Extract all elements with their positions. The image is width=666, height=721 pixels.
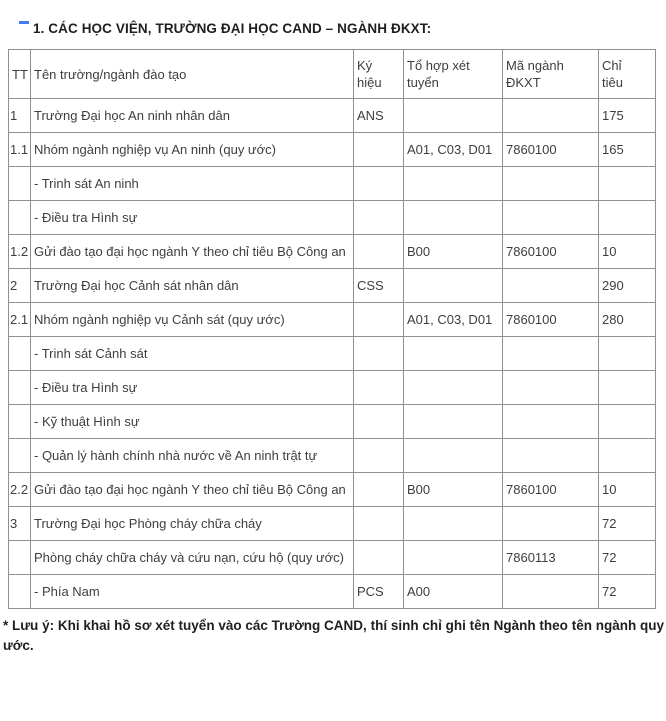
cell-name: Gửi đào tạo đại học ngành Y theo chỉ tiêu Bộ Công an [31,235,354,269]
cell-quota: 72 [599,541,656,575]
cell-name: Nhóm ngành nghiệp vụ An ninh (quy ước) [31,133,354,167]
table-row [9,99,656,133]
cell-quota: 165 [599,133,656,167]
cell-name: Phòng cháy chữa cháy và cứu nạn, cứu hộ (quy ước) [31,541,354,575]
cell-combination: A01, C03, D01 [404,133,503,167]
cell-tt [9,405,31,439]
cell-symbol [354,133,404,167]
cell-name: - Điều tra Hình sự [31,371,354,405]
cell-quota: 10 [599,235,656,269]
cell-name: Trường Đại học An ninh nhân dân [31,99,354,133]
page-title: 1. CÁC HỌC VIỆN, TRƯỜNG ĐẠI HỌC CAND – NGÀNH ĐKXT: [33,21,432,36]
table-row [9,235,656,269]
cell-name: - Quản lý hành chính nhà nước về An ninh trật tự [31,439,354,473]
document-page [0,21,666,657]
table-row [9,507,656,541]
cell-combination [404,201,503,235]
table-row [9,405,656,439]
cell-symbol [354,303,404,337]
cell-combination: B00 [404,235,503,269]
cell-code: 7860100 [503,133,599,167]
cell-combination: A01, C03, D01 [404,303,503,337]
cell-name: - Điều tra Hình sự [31,201,354,235]
cell-combination: B00 [404,473,503,507]
cell-combination [404,99,503,133]
header-symbol: Ký hiệu [354,50,404,99]
cell-symbol [354,235,404,269]
cell-symbol [354,167,404,201]
cell-symbol [354,507,404,541]
cell-name: Gửi đào tạo đại học ngành Y theo chỉ tiêu Bộ Công an [31,473,354,507]
cell-combination [404,269,503,303]
cell-tt: 1 [9,99,31,133]
cell-name: - Phía Nam [31,575,354,609]
cell-tt [9,541,31,575]
table-row [9,473,656,507]
cell-quota: 72 [599,507,656,541]
cell-quota: 290 [599,269,656,303]
cell-quota [599,439,656,473]
cell-code: 7860100 [503,473,599,507]
cell-code: 7860113 [503,541,599,575]
cell-symbol [354,337,404,371]
cell-code [503,405,599,439]
table-row [9,269,656,303]
table-header-row [9,50,656,99]
header-combination: Tổ hợp xét tuyển [404,50,503,99]
cell-tt [9,439,31,473]
table-row [9,371,656,405]
footnote: * Lưu ý: Khi khai hồ sơ xét tuyển vào các Trường CAND, thí sinh chỉ ghi tên Ngành theo tên ngành quy ước. [3,618,664,654]
cell-name: - Trinh sát Cảnh sát [31,337,354,371]
link-fragment [19,21,29,24]
cell-tt [9,575,31,609]
cell-name: Trường Đại học Cảnh sát nhân dân [31,269,354,303]
cell-code [503,167,599,201]
cell-symbol: ANS [354,99,404,133]
cell-code: 7860100 [503,235,599,269]
cell-symbol [354,201,404,235]
cell-symbol [354,371,404,405]
admissions-table [8,49,656,609]
cell-combination [404,167,503,201]
cell-symbol: CSS [354,269,404,303]
cell-code [503,371,599,405]
cell-symbol [354,405,404,439]
cell-tt: 2.1 [9,303,31,337]
cell-symbol [354,541,404,575]
cell-code [503,575,599,609]
cell-quota: 72 [599,575,656,609]
cell-symbol [354,439,404,473]
cell-name: - Trinh sát An ninh [31,167,354,201]
cell-quota [599,337,656,371]
cell-tt: 1.2 [9,235,31,269]
table-row [9,167,656,201]
cell-code [503,507,599,541]
table-row [9,575,656,609]
cell-quota: 280 [599,303,656,337]
header-name: Tên trường/ngành đào tạo [31,50,354,99]
cell-quota: 10 [599,473,656,507]
cell-combination [404,439,503,473]
cell-code: 7860100 [503,303,599,337]
cell-name: Trường Đại học Phòng cháy chữa cháy [31,507,354,541]
table-row [9,337,656,371]
cell-combination [404,371,503,405]
cell-combination [404,405,503,439]
cell-symbol: PCS [354,575,404,609]
table-row [9,439,656,473]
table-row [9,541,656,575]
cell-quota: 175 [599,99,656,133]
table-row [9,201,656,235]
cell-quota [599,167,656,201]
cell-code [503,439,599,473]
cell-code [503,337,599,371]
cell-quota [599,371,656,405]
cell-tt: 2 [9,269,31,303]
cell-code [503,201,599,235]
cell-name: - Kỹ thuật Hình sự [31,405,354,439]
table-row [9,303,656,337]
cell-quota [599,405,656,439]
cell-code [503,99,599,133]
cell-tt [9,371,31,405]
header-code: Mã ngành ĐKXT [503,50,599,99]
cell-tt: 3 [9,507,31,541]
header-tt: TT [9,50,31,99]
cell-quota [599,201,656,235]
cell-symbol [354,473,404,507]
cell-combination [404,507,503,541]
cell-tt [9,337,31,371]
cell-tt: 1.1 [9,133,31,167]
cell-tt: 2.2 [9,473,31,507]
cell-combination [404,541,503,575]
cell-combination [404,337,503,371]
cell-name: Nhóm ngành nghiệp vụ Cảnh sát (quy ước) [31,303,354,337]
cell-tt [9,201,31,235]
cell-tt [9,167,31,201]
header-quota: Chỉ tiêu [599,50,656,99]
table-row [9,133,656,167]
cell-combination: A00 [404,575,503,609]
cell-code [503,269,599,303]
